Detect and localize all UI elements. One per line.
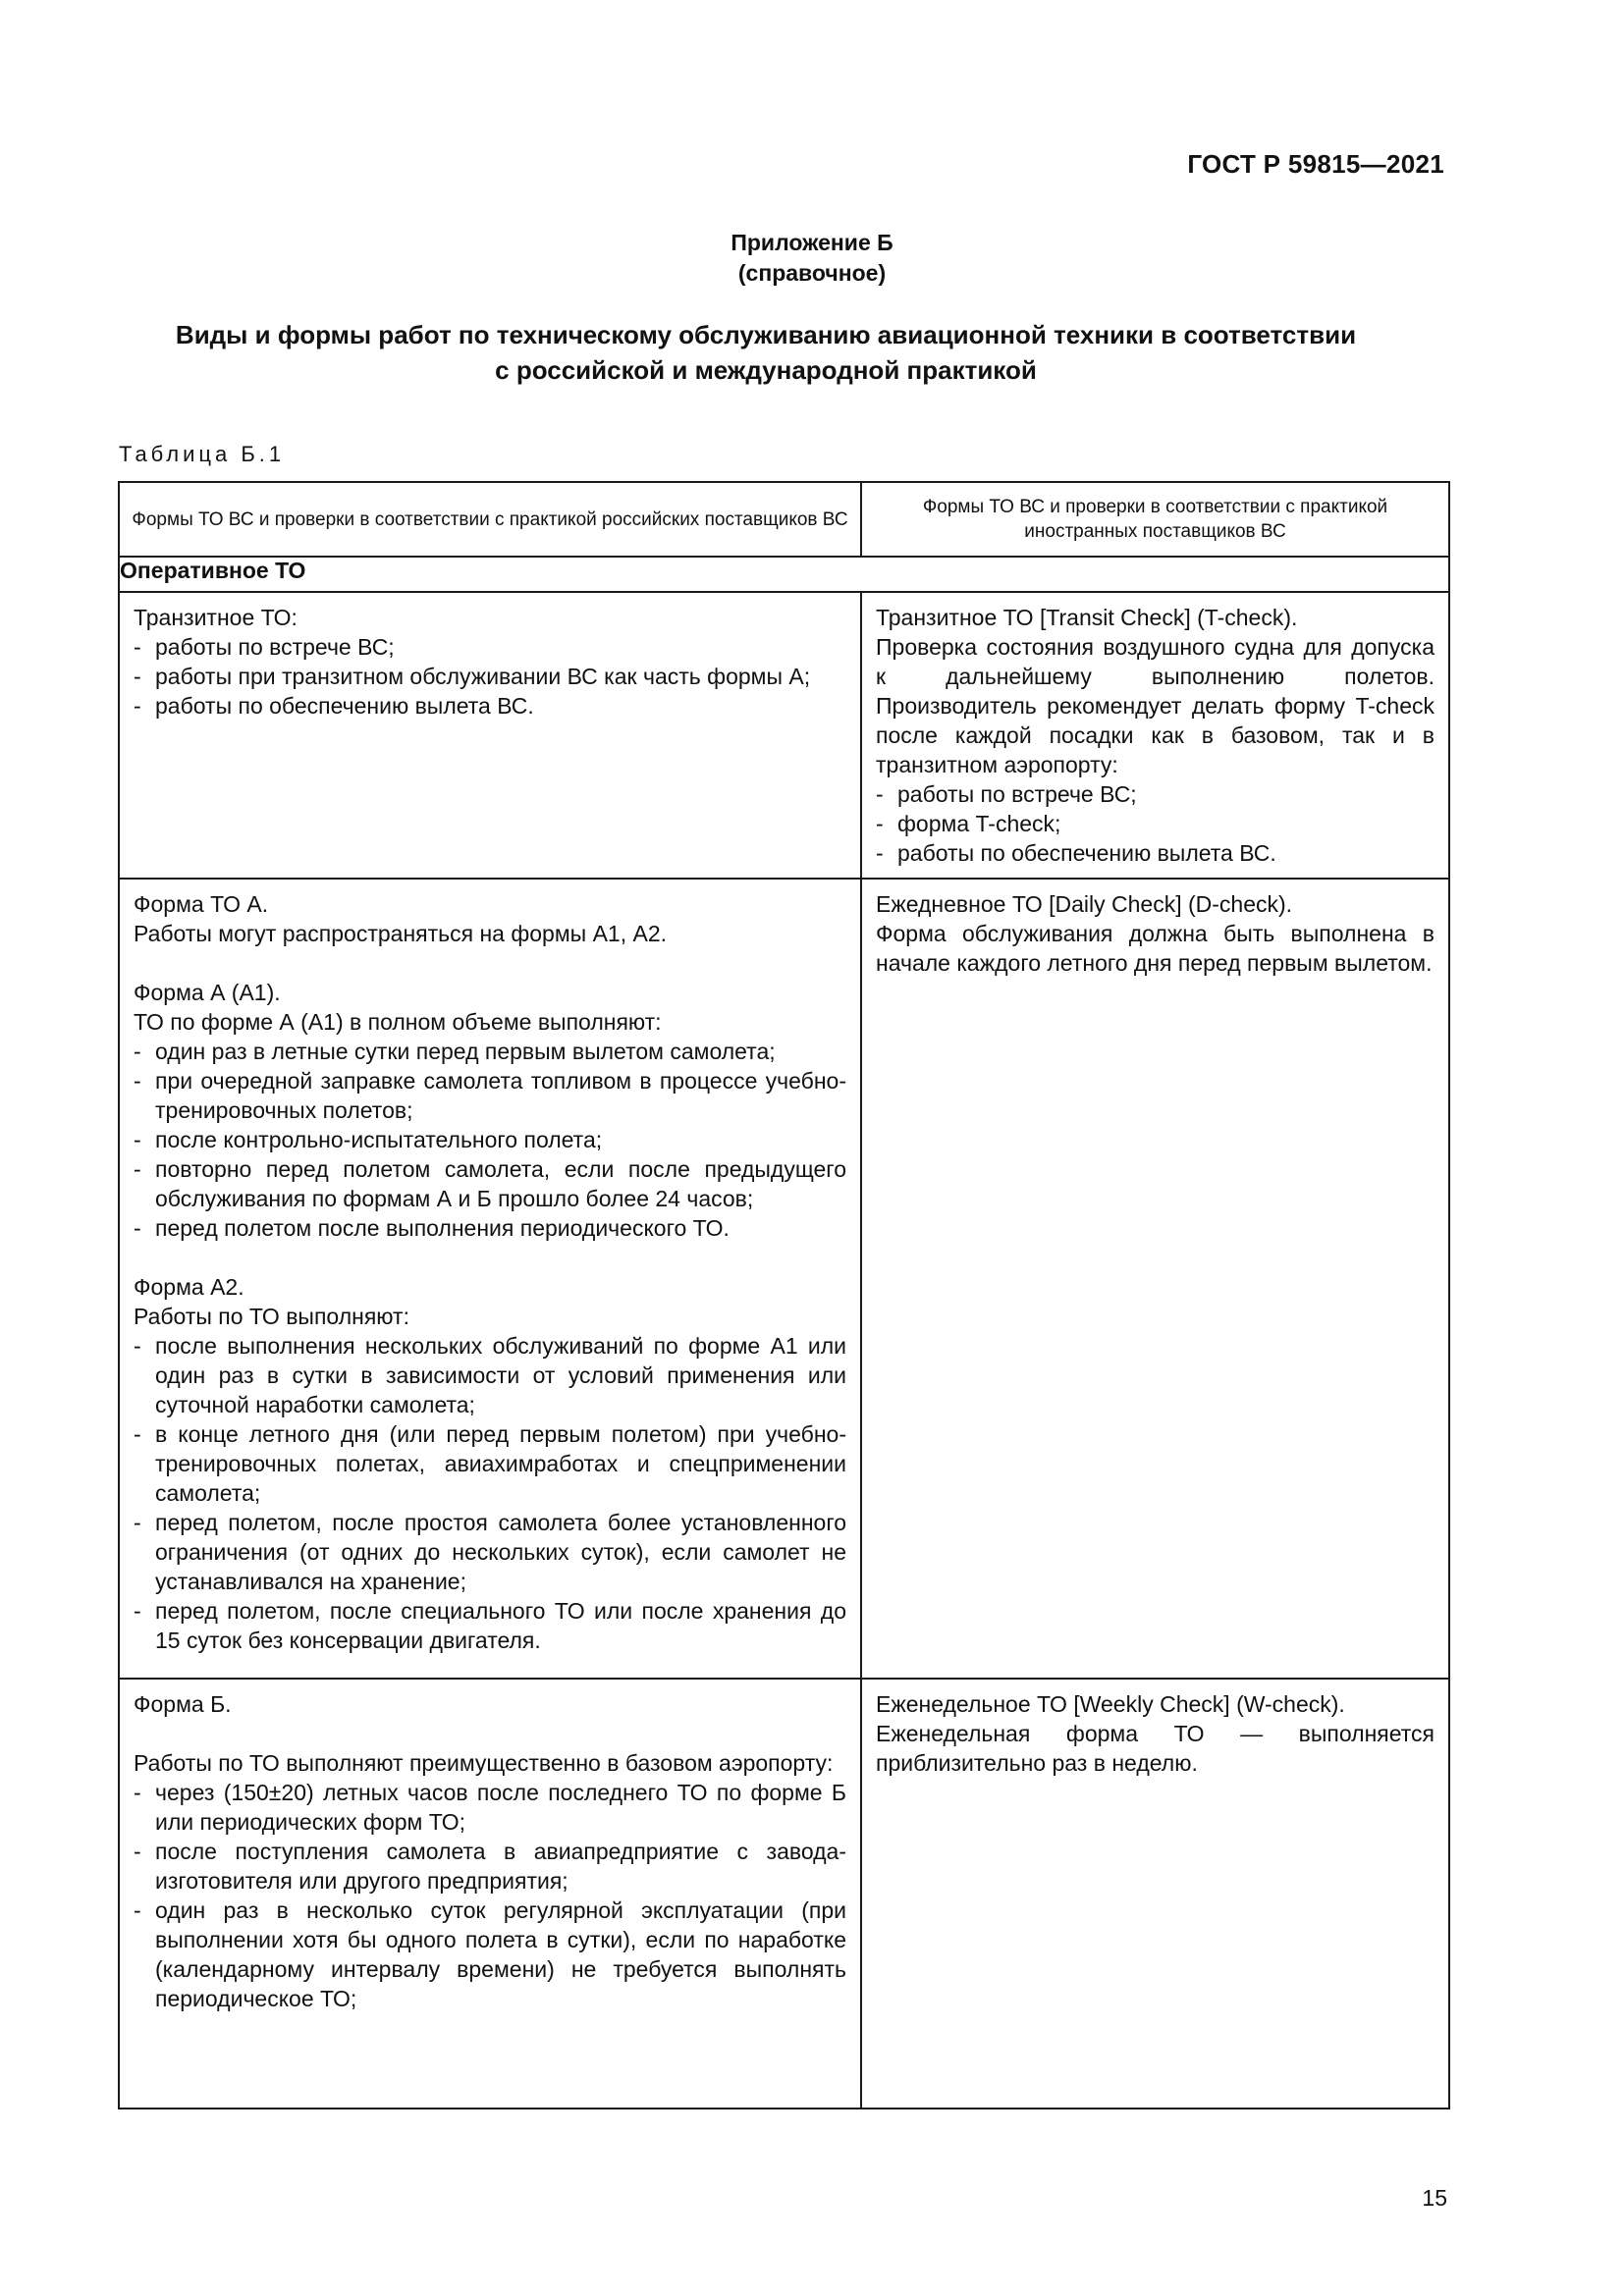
cell-text: Форма Б. — [134, 1691, 232, 1717]
list-item: - через (150±20) летных часов после последнего ТО по форме Б или периодических форм ТО; — [134, 1778, 846, 1837]
table-header-row — [119, 482, 1449, 557]
title-line-1: Виды и формы работ по техническому обслуживанию авиационной техники в соответствии — [175, 320, 1357, 349]
cell-text: Форма А2. — [134, 1274, 244, 1300]
list-item: - работы при транзитном обслуживании ВС как часть формы А; — [134, 662, 846, 691]
list-item: - один раз в несколько суток регулярной эксплуатации (при выполнении хотя бы одного полета в сутки), если по наработке (календарному интервалу времени) не требуется выполнять периодическое ТО; — [134, 1896, 846, 2013]
bullet-list — [134, 1778, 846, 2013]
table-label: Таблица Б.1 — [119, 442, 286, 466]
table-cell-foreign — [861, 1679, 1449, 2109]
table-row — [119, 879, 1449, 1679]
list-item: - форма T-check; — [876, 809, 1435, 838]
list-item: - работы по обеспечению вылета ВС. — [876, 838, 1435, 868]
cell-text: Форма ТО А. — [134, 891, 269, 917]
page-number: 15 — [1422, 2185, 1447, 2211]
list-item: - один раз в летные сутки перед первым вылетом самолета; — [134, 1037, 846, 1066]
document-title — [118, 317, 1414, 388]
table-cell-foreign — [861, 592, 1449, 879]
title-line-2: с российской и международной практикой — [495, 355, 1037, 385]
list-item: - после поступления самолета в авиапредприятие с завода-изготовителя или другого предприятия; — [134, 1837, 846, 1896]
bullet-list — [876, 779, 1435, 868]
table-cell-russian — [119, 1679, 861, 2109]
cell-text: Еженедельное ТО [Weekly Check] (W-check). — [876, 1691, 1345, 1717]
column-header-russian: Формы ТО ВС и проверки в соответствии с практикой российских поставщиков ВС — [119, 482, 861, 557]
table-cell-russian — [119, 592, 861, 879]
cell-text: Еженедельная форма ТО — выполняется приблизительно раз в неделю. — [876, 1721, 1435, 1776]
cell-text: Работы могут распространяться на формы А1, А2. — [134, 921, 668, 946]
list-item: - после выполнения нескольких обслуживаний по форме А1 или один раз в сутки в зависимости от условий применения или суточной наработки самолета; — [134, 1331, 846, 1419]
cell-text: Транзитное ТО [Transit Check] (T-check). — [876, 605, 1298, 630]
standard-number: ГОСТ Р 59815—2021 — [1187, 149, 1444, 179]
cell-text: Проверка состояния воздушного судна для допуска к дальнейшему выполнению полетов. Производитель рекомендует делать форму T-check после каждой посадки как в базовом, так и в транзитном аэропорту: — [876, 634, 1435, 777]
cell-text: Ежедневное ТО [Daily Check] (D-check). — [876, 891, 1293, 917]
list-item: - работы по встрече ВС; — [134, 632, 846, 662]
list-item: - работы по встрече ВС; — [876, 779, 1435, 809]
table-row — [119, 592, 1449, 879]
table-cell-russian — [119, 879, 861, 1679]
section-row — [119, 557, 1449, 592]
maintenance-forms-table — [118, 481, 1450, 2109]
list-item: - после контрольно-испытательного полета; — [134, 1125, 846, 1154]
bullet-list — [134, 1331, 846, 1655]
list-item: - перед полетом, после специального ТО или после хранения до 15 суток без консервации двигателя. — [134, 1596, 846, 1655]
cell-text: Работы по ТО выполняют преимущественно в базовом аэропорту: — [134, 1750, 834, 1776]
annex-heading — [0, 228, 1624, 289]
list-item: - при очередной заправке самолета топливом в процессе учебно-тренировочных полетов; — [134, 1066, 846, 1125]
cell-text: Транзитное ТО: — [134, 605, 298, 630]
section-title: Оперативное ТО — [119, 557, 1449, 592]
list-item: - в конце летного дня (или перед первым полетом) при учебно-тренировочных полетах, авиахимработах и спецприменении самолета; — [134, 1419, 846, 1508]
cell-text: Работы по ТО выполняют: — [134, 1304, 409, 1329]
cell-text: Форма обслуживания должна быть выполнена в начале каждого летного дня перед первым вылетом. — [876, 921, 1435, 976]
column-header-foreign: Формы ТО ВС и проверки в соответствии с практикой иностранных поставщиков ВС — [861, 482, 1449, 557]
cell-text: Форма А (А1). — [134, 980, 281, 1005]
list-item: - работы по обеспечению вылета ВС. — [134, 691, 846, 721]
table-cell-foreign — [861, 879, 1449, 1679]
annex-subtitle: (справочное) — [737, 260, 887, 286]
annex-title: Приложение Б — [731, 230, 893, 255]
list-item: - перед полетом, после простоя самолета более установленного ограничения (от одних до нескольких суток), если самолет не устанавливался на хранение; — [134, 1508, 846, 1596]
list-item: - повторно перед полетом самолета, если после предыдущего обслуживания по формам А и Б прошло более 24 часов; — [134, 1154, 846, 1213]
bullet-list — [134, 632, 846, 721]
list-item: - перед полетом после выполнения периодического ТО. — [134, 1213, 846, 1243]
bullet-list — [134, 1037, 846, 1243]
table-row — [119, 1679, 1449, 2109]
cell-text: ТО по форме А (А1) в полном объеме выполняют: — [134, 1009, 662, 1035]
